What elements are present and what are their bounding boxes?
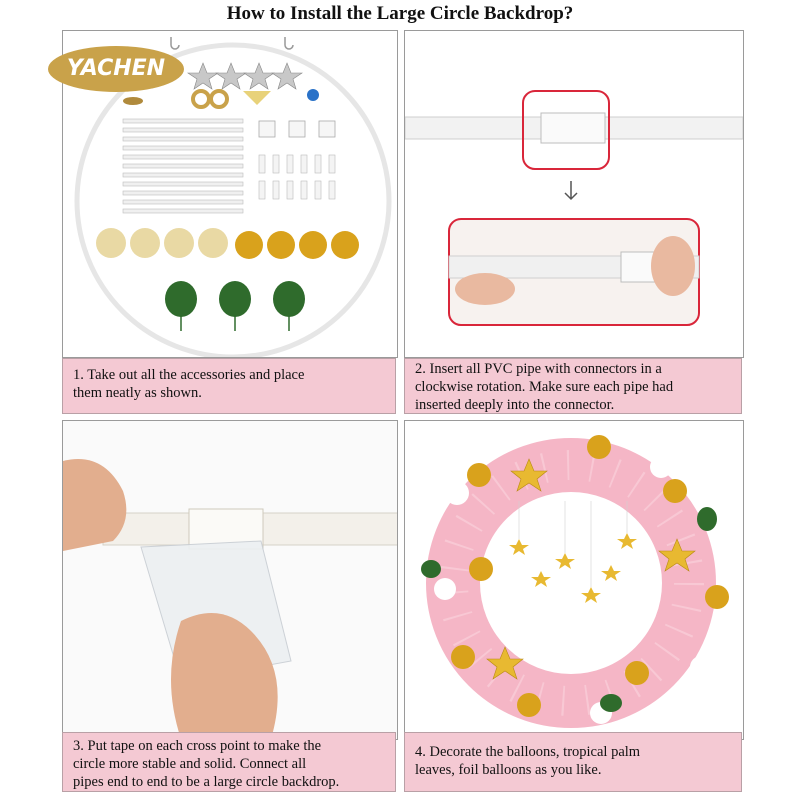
taping-illustration — [63, 421, 397, 739]
step2-line1: 2. Insert all PVC pipe with connectors in a — [415, 361, 662, 377]
step4-image-panel — [404, 420, 744, 740]
step4-line2: leaves, foil balloons as you like. — [415, 762, 602, 778]
step1-line2: them neatly as shown. — [73, 385, 202, 401]
page-title: How to Install the Large Circle Backdrop? — [226, 3, 574, 24]
step3-line1: 3. Put tape on each cross point to make the — [73, 738, 322, 754]
step2-line2: clockwise rotation. Make sure each pipe had — [415, 379, 674, 395]
step4-line1: 4. Decorate the balloons, tropical palm — [415, 744, 641, 760]
step3-line2: circle more stable and solid. Connect all — [73, 756, 307, 772]
step2-image-panel — [404, 30, 744, 358]
step1-caption — [62, 358, 396, 414]
logo-text: YACHEN — [66, 56, 166, 81]
balloon-wreath-illustration — [405, 421, 743, 739]
step3-image-panel — [62, 420, 398, 740]
step3-caption — [62, 732, 396, 792]
step2-caption — [404, 358, 742, 414]
step3-line3: pipes end to end to be a large circle backdrop. — [73, 774, 340, 790]
step2-line3: inserted deeply into the connector. — [415, 397, 615, 413]
step1-line1: 1. Take out all the accessories and place — [73, 367, 305, 383]
step4-caption — [404, 732, 742, 792]
pipe-connector-illustration — [405, 31, 743, 357]
